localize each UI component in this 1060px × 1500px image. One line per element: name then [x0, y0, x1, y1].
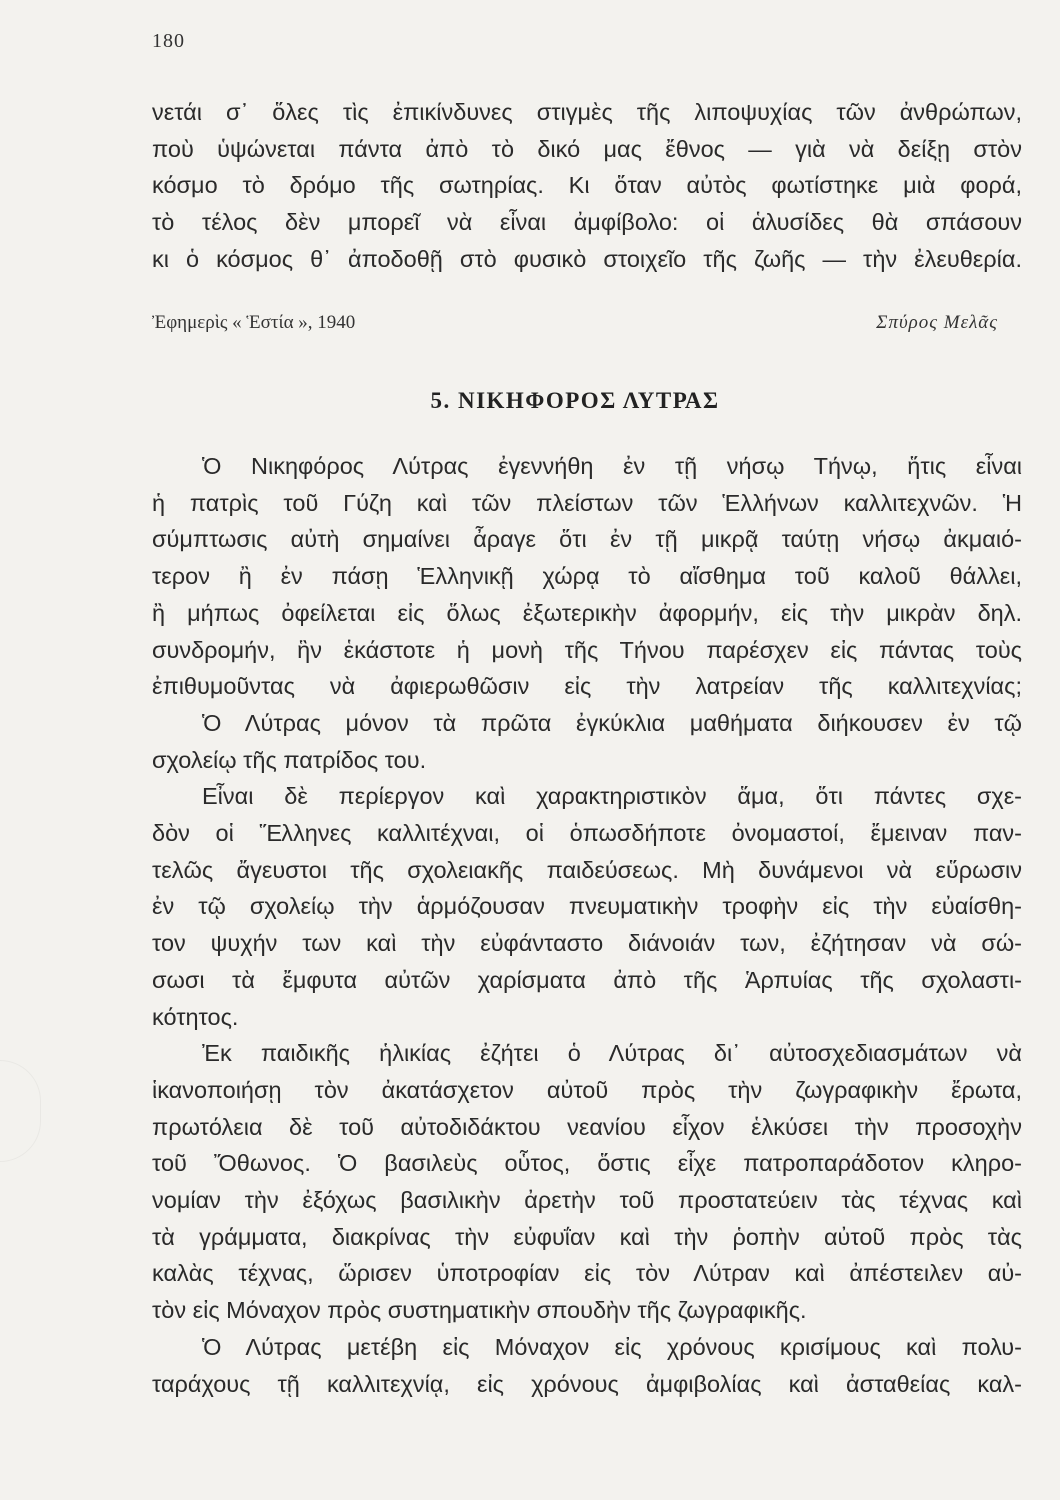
text-line: δὸν οἱ Ἕλληνες καλλιτέχναι, οἱ ὁπωσδήποτε ὀνομαστοί, ἔμειναν παν-: [152, 820, 1022, 847]
page-number: 180: [152, 30, 185, 52]
text-line: Εἶναι δὲ περίεργον καὶ χαρακτηριστικὸν ἅμα, ὅτι πάντες σχε-: [202, 783, 1022, 810]
text-line: τον ψυχήν των καὶ τὴν εὐφάνταστο διάνοιάν των, ἐζήτησαν νὰ σώ-: [152, 930, 1022, 957]
text-line: τὸν εἰς Μόναχον πρὸς συστηματικὴν σπουδὴν τῆς ζωγραφικῆς.: [152, 1297, 807, 1324]
text-line: ταράχους τῇ καλλιτεχνίᾳ, εἰς χρόνους ἀμφιβολίας καὶ ἀσταθείας καλ-: [152, 1370, 1022, 1397]
intro-paragraph: [152, 94, 1022, 278]
text-line: Ὁ Νικηφόρος Λύτρας ἐγεννήθη ἐν τῇ νήσῳ Τήνῳ, ἥτις εἶναι: [202, 453, 1022, 479]
text-line: ἐν τῷ σχολείῳ τὴν ἁρμόζουσαν πνευματικὴν τροφὴν εἰς τὴν εὐαίσθη-: [152, 893, 1022, 920]
text-line: κόσμο τὸ δρόμο τῆς σωτηρίας. Κι ὅταν αὐτὸς φωτίστηκε μιὰ φορά,: [152, 172, 1022, 199]
text-line: ἡ πατρὶς τοῦ Γύζη καὶ τῶν πλείστων τῶν Ἑλλήνων καλλιτεχνῶν. Ἡ: [152, 489, 1022, 516]
text-line: τὰ γράμματα, διακρίνας τὴν εὐφυΐαν καὶ τὴν ῥοπὴν αὐτοῦ πρὸς τὰς: [152, 1223, 1022, 1250]
author-signature: Σπύρος Μελᾶς: [876, 312, 998, 333]
text-line: Ὁ Λύτρας μετέβη εἰς Μόναχον εἰς χρόνους κρισίμους καὶ πολυ-: [202, 1333, 1022, 1360]
text-line: καλὰς τέχνας, ὥρισεν ὑποτροφίαν εἰς τὸν Λύτραν καὶ ἀπέστειλεν αὐ-: [152, 1260, 1022, 1287]
text-line: σύμπτωσις αὐτὴ σημαίνει ἆραγε ὅτι ἐν τῇ μικρᾷ ταύτῃ νήσῳ ἀκμαιό-: [152, 526, 1022, 553]
text-line: τερον ἢ ἐν πάσῃ Ἑλληνικῇ χώρᾳ τὸ αἴσθημα τοῦ καλοῦ θάλλει,: [152, 563, 1022, 590]
text-line: κι ὁ κόσμος θ᾿ ἀποδοθῇ στὸ φυσικὸ στοιχεῖο τῆς ζωῆς — τὴν ἐλευθερία.: [152, 245, 1022, 272]
page-bleed-mark: [0, 1060, 41, 1162]
section-heading: 5. ΝΙΚΗΦΟΡΟΣ ΛΥΤΡΑΣ: [430, 388, 720, 413]
text-line: ἱκανοποιήσῃ τὸν ἀκατάσχετον αὐτοῦ πρὸς τὴν ζωγραφικὴν ἔρωτα,: [152, 1076, 1022, 1103]
text-line: ποὺ ὑψώνεται πάντα ἀπὸ τὸ δικό μας ἔθνος — γιὰ νὰ δείξῃ στὸν: [152, 135, 1022, 162]
text-line: τὸ τέλος δὲν μπορεῖ νὰ εἶναι ἀμφίβολο: οἱ ἁλυσίδες θὰ σπάσουν: [152, 209, 1022, 236]
text-line: ἢ μήπως ὀφείλεται εἰς ὅλως ἐξωτερικὴν ἀφορμήν, εἰς τὴν μικρὰν δηλ.: [152, 599, 1022, 626]
text-line: νετάι σ᾿ ὅλες τὶς ἐπικίνδυνες στιγμὲς τῆς λιποψυχίας τῶν ἀνθρώπων,: [152, 99, 1022, 125]
text-line: Ὁ Λύτρας μόνον τὰ πρῶτα ἐγκύκλια μαθήματα διήκουσεν ἐν τῷ: [202, 709, 1022, 736]
text-line: ἐπιθυμοῦντας νὰ ἀφιερωθῶσιν εἰς τὴν λατρείαν τῆς καλλιτεχνίας;: [152, 673, 1022, 700]
text-line: συνδρομήν, ἣν ἑκάστοτε ἡ μονὴ τῆς Τήνου παρέσχεν εἰς πάντας τοὺς: [152, 636, 1022, 663]
text-line: σχολείῳ τῆς πατρίδος του.: [152, 746, 427, 773]
publication-source: Ἐφημερὶς « Ἑστία », 1940: [152, 312, 356, 333]
text-line: τοῦ Ὄθωνος. Ὁ βασιλεὺς οὗτος, ὅστις εἶχε πατροπαράδοτον κληρο-: [152, 1150, 1022, 1177]
text-line: πρωτόλεια δὲ τοῦ αὐτοδιδάκτου νεανίου εἶχον ἑλκύσει τὴν προσοχὴν: [152, 1113, 1022, 1140]
text-line: σωσι τὰ ἔμφυτα αὐτῶν χαρίσματα ἀπὸ τῆς Ἁρπυίας τῆς σχολαστι-: [152, 966, 1022, 993]
source-citation: [152, 312, 998, 334]
body-text: [152, 448, 1022, 1402]
text-line: νομίαν τὴν ἐξόχως βασιλικὴν ἀρετὴν τοῦ προστατεύειν τὰς τέχνας καὶ: [152, 1187, 1022, 1214]
text-line: κότητος.: [152, 1003, 239, 1030]
text-line: τελῶς ἄγευστοι τῆς σχολειακῆς παιδεύσεως. Μὴ δυνάμενοι νὰ εὕρωσιν: [152, 856, 1022, 883]
text-line: Ἐκ παιδικῆς ἡλικίας ἐζήτει ὁ Λύτρας δι᾿ αὐτοσχεδιασμάτων νὰ: [202, 1040, 1022, 1067]
